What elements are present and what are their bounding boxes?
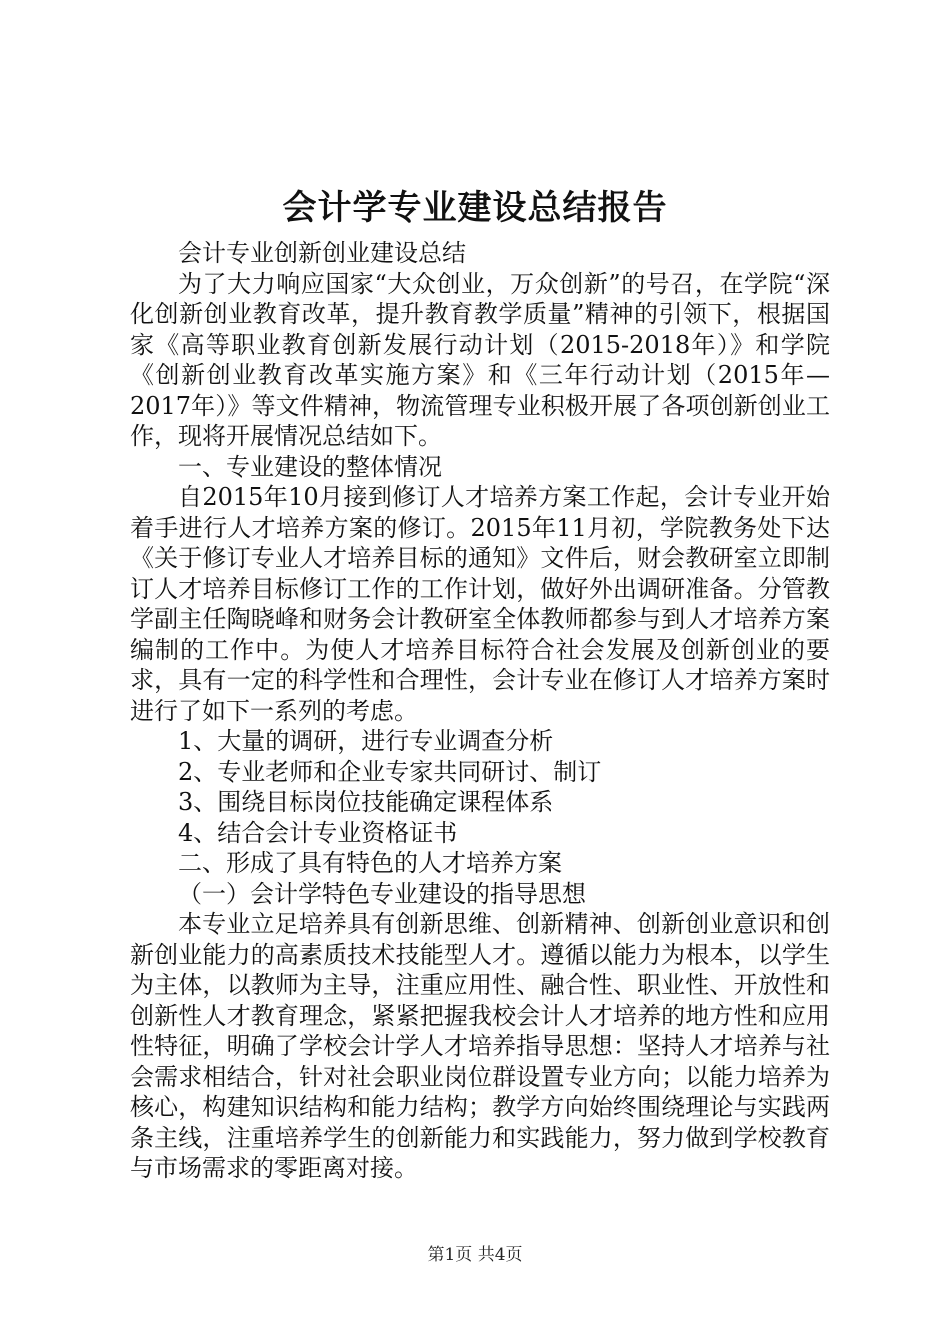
section-heading-1: 一、专业建设的整体情况	[178, 452, 442, 481]
section-1-paragraph: 自2015年10月接到修订人才培养方案工作起，会计专业开始着手进行人才培养方案的修订。2015年11月初，学院教务处下达《关于修订专业人才培养目标的通知》文件后，财会教研室立即制订人才培养目标修订工作的工作计划，做好外出调研准备。分管教学副主任陶晓峰和财务会计教研室全体教师都参与到人才培养方案编制的工作中。为使人才培养目标符合社会发展及创新创业的要求，具有一定的科学性和合理性，会计专业在修订人才培养方案时进行了如下一系列的考虑。	[130, 483, 830, 725]
document-title: 会计学专业建设总结报告	[282, 188, 668, 228]
list-item-4: 4、结合会计专业资格证书	[178, 818, 458, 847]
document-body	[130, 238, 830, 1184]
list-item-2: 2、专业老师和企业专家共同研讨、制订	[178, 757, 602, 786]
intro-paragraph: 为了大力响应国家“大众创业，万众创新”的号召，在学院“深化创新创业教育改革，提升教育教学质量”精神的引领下，根据国家《高等职业教育创新发展行动计划（2015-2018年）》和学院《创新创业教育改革实施方案》和《三年行动计划（2015年—2017年）》等文件精神，物流管理专业积极开展了各项创新创业工作，现将开展情况总结如下。	[130, 269, 830, 450]
subsection-heading-1: （一）会计学特色专业建设的指导思想	[178, 879, 586, 908]
guiding-thought-paragraph: 本专业立足培养具有创新思维、创新精神、创新创业意识和创新创业能力的高素质技术技能型人才。遵循以能力为根本，以学生为主体，以教师为主导，注重应用性、融合性、职业性、开放性和创新性人才教育理念，紧紧把握我校会计人才培养的地方性和应用性特征，明确了学校会计学人才培养指导思想：坚持人才培养与社会需求相结合，针对社会职业岗位群设置专业方向；以能力培养为核心，构建知识结构和能力结构；教学方向始终围绕理论与实践两条主线，注重培养学生的创新能力和实践能力，努力做到学校教育与市场需求的零距离对接。	[130, 910, 830, 1182]
list-item-3: 3、围绕目标岗位技能确定课程体系	[178, 788, 554, 816]
list-item-1: 1、大量的调研，进行专业调查分析	[178, 727, 554, 755]
page-number-footer: 第1页 共4页	[427, 1245, 523, 1265]
subtitle-paragraph: 会计专业创新创业建设总结	[178, 239, 466, 267]
section-heading-2: 二、形成了具有特色的人才培养方案	[178, 849, 562, 877]
